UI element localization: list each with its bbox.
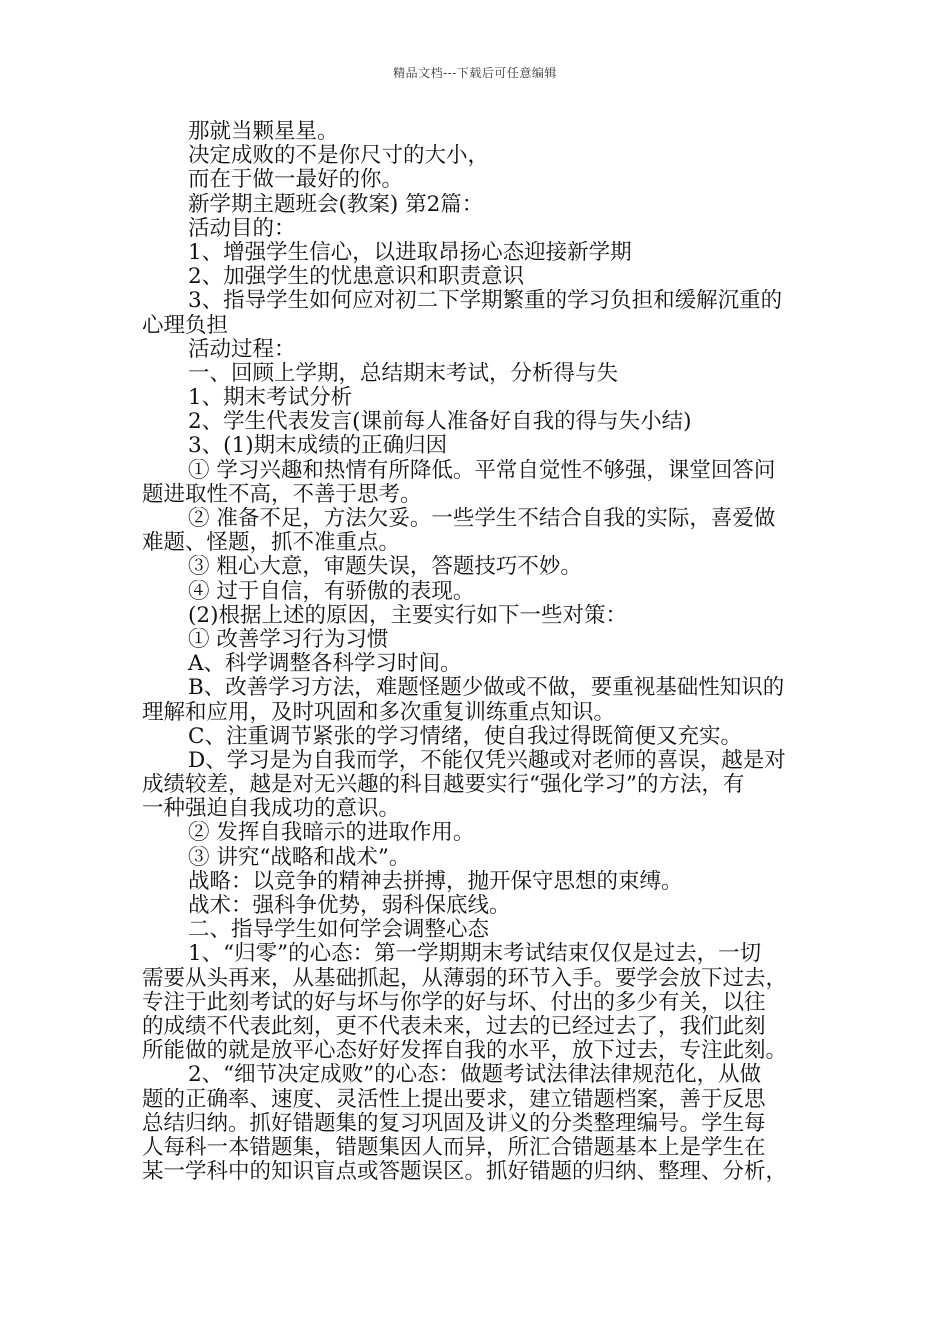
text-line: B、改善学习方法，难题怪题少做或不做，要重视基础性知识的 bbox=[188, 676, 785, 701]
text-line: 而在于做一最好的你。 bbox=[188, 168, 404, 193]
document-body bbox=[142, 120, 814, 1184]
text-line: 1、期末考试分析 bbox=[188, 386, 353, 411]
text-line: C、注重调节紧张的学习情绪，使自我过得既简便又充实。 bbox=[188, 724, 742, 749]
text-line: 难题、怪题，抓不准重点。 bbox=[142, 531, 401, 556]
text-line: ③ 粗心大意，审题失误，答题技巧不妙。 bbox=[188, 555, 582, 580]
text-line: 理解和应用，及时巩固和多次重复训练重点知识。 bbox=[142, 700, 616, 725]
text-line: 一、回顾上学期，总结期末考试，分析得与失 bbox=[188, 361, 619, 386]
text-line: ② 发挥自我暗示的进取作用。 bbox=[188, 821, 475, 846]
text-line: 那就当颗星星。 bbox=[188, 120, 339, 144]
text-line: 2、加强学生的忧患意识和职责意识 bbox=[188, 265, 525, 290]
text-line: 1、增强学生信心，以进取昂扬心态迎接新学期 bbox=[188, 240, 632, 265]
text-line: 新学期主题班会(教案) 第2篇： bbox=[188, 192, 484, 217]
text-line: 人每科一本错题集，错题集因人而异，所汇合错题基本上是学生在 bbox=[142, 1135, 766, 1160]
text-line: A、科学调整各科学习时间。 bbox=[188, 652, 462, 677]
text-line: 2、“细节决定成败”的心态：做题考试法律法律规范化，从做 bbox=[188, 1063, 762, 1088]
text-line: 决定成败的不是你尺寸的大小， bbox=[188, 144, 490, 169]
text-line: (2)根据上述的原因，主要实行如下一些对策： bbox=[188, 603, 627, 628]
text-line: 需要从头再来，从基础抓起，从薄弱的环节入手。要学会放下过去， bbox=[142, 966, 788, 991]
text-line: ④ 过于自信，有骄傲的表现。 bbox=[188, 579, 475, 604]
text-line: 二、指导学生如何学会调整心态 bbox=[188, 918, 490, 943]
text-line: 活动过程： bbox=[188, 337, 296, 362]
text-line: 3、(1)期末成绩的正确归因 bbox=[188, 434, 448, 459]
text-line: 的成绩不代表此刻，更不代表未来，过去的已经过去了，我们此刻 bbox=[142, 1014, 766, 1039]
text-line: 一种强迫自我成功的意识。 bbox=[142, 797, 401, 822]
text-line: ② 准备不足，方法欠妥。一些学生不结合自我的实际，喜爱做 bbox=[188, 507, 776, 531]
text-line: 2、学生代表发言(课前每人准备好自我的得与失小结) bbox=[188, 410, 692, 435]
text-line: 某一学科中的知识盲点或答题误区。抓好错题的归纳、整理、分析， bbox=[142, 1160, 788, 1185]
text-line: ① 改善学习行为习惯 bbox=[188, 627, 389, 652]
text-line: 心理负担 bbox=[142, 313, 229, 338]
text-line: 战略：以竞争的精神去拼搏，抛开保守思想的束缚。 bbox=[188, 869, 683, 894]
text-line: 活动目的： bbox=[188, 216, 296, 241]
text-line: D、学习是为自我而学，不能仅凭兴趣或对老师的喜误，越是对 bbox=[188, 748, 786, 773]
text-line: 战术：强科争优势，弱科保底线。 bbox=[188, 894, 511, 918]
text-line: 总结归纳。抓好错题集的复习巩固及讲义的分类整理编号。学生每 bbox=[142, 1111, 766, 1136]
text-line: 3、指导学生如何应对初二下学期繁重的学习负担和缓解沉重的 bbox=[188, 289, 783, 314]
text-line: 所能做的就是放平心态好好发挥自我的水平，放下过去，专注此刻。 bbox=[142, 1039, 788, 1064]
text-line: 专注于此刻考试的好与坏与你学的好与坏、付出的多少有关，以往 bbox=[142, 990, 766, 1015]
text-line: 成绩较差，越是对无兴趣的科目越要实行“强化学习”的方法，有 bbox=[142, 773, 745, 798]
text-line: ③ 讲究“战略和战术”。 bbox=[188, 845, 411, 870]
page-header: 精品文档---下载后可任意编辑 bbox=[393, 66, 557, 80]
text-line: 1、“归零”的心态：第一学期期末考试结束仅仅是过去，一切 bbox=[188, 942, 762, 967]
text-line: 题进取性不高，不善于思考。 bbox=[142, 482, 422, 507]
text-line: ① 学习兴趣和热情有所降低。平常自觉性不够强，课堂回答问 bbox=[188, 458, 776, 483]
text-line: 题的正确率、速度、灵活性上提出要求，建立错题档案，善于反思 bbox=[142, 1087, 766, 1112]
